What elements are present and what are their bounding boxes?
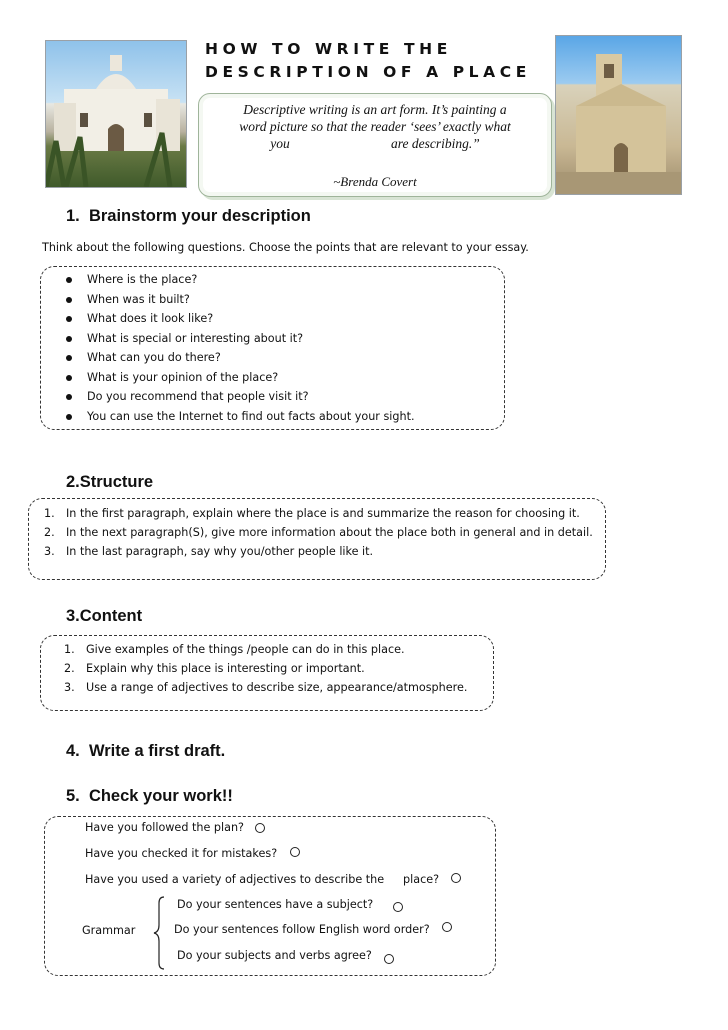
structure-list [44, 504, 604, 561]
check-adjectives: Have you used a variety of adjectives to describe the [85, 873, 385, 886]
bullet-icon [66, 277, 72, 283]
list-item: 1. In the first paragraph, explain where the place is and summarize the reason for choosing it. [44, 507, 580, 520]
grammar-subject: Do your sentences have a subject? [177, 898, 374, 911]
draft-heading: 4. Write a first draft. [66, 742, 226, 760]
list-item: 2. Explain why this place is interesting or important. [64, 662, 365, 675]
bullet-icon [66, 375, 72, 381]
brace-icon [152, 895, 168, 971]
list-item: 3. In the last paragraph, say why you/other people like it. [44, 545, 374, 558]
list-item: What is special or interesting about it? [42, 329, 502, 349]
brainstorm-heading: 1. Brainstorm your description [66, 207, 311, 225]
bullet-icon [66, 336, 72, 342]
bullet-icon [66, 414, 72, 420]
list-item: 2. In the next paragraph(S), give more information about the place both in general and in detail. [44, 526, 593, 539]
content-list [64, 640, 484, 697]
list-item: What is your opinion of the place? [42, 368, 502, 388]
checkbox-circle-icon[interactable] [290, 847, 300, 857]
list-item: Where is the place? [42, 270, 502, 290]
page-title: HOW TO WRITE THE DESCRIPTION OF A PLACE [205, 40, 531, 81]
grammar-agreement: Do your subjects and verbs agree? [177, 949, 372, 962]
brainstorm-intro: Think about the following questions. Choose the points that are relevant to your essay. [42, 241, 529, 254]
checkbox-circle-icon[interactable] [451, 873, 461, 883]
structure-heading: 2.Structure [66, 473, 154, 491]
bullet-icon [66, 297, 72, 303]
check-heading: 5. Check your work!! [66, 787, 233, 805]
quote-text: Descriptive writing is an art form. It’s painting a word picture so that the reader ‘sees’ exactly what you are describing.” [239, 102, 511, 151]
checkbox-circle-icon[interactable] [442, 922, 452, 932]
check-mistakes: Have you checked it for mistakes? [85, 847, 278, 860]
list-item: 1. Give examples of the things /people can do in this place. [64, 643, 405, 656]
check-adjectives-place: place? [403, 873, 440, 886]
content-heading: 3.Content [66, 607, 143, 625]
brainstorm-list [42, 270, 502, 426]
list-item: What does it look like? [42, 309, 502, 329]
bullet-icon [66, 394, 72, 400]
church-photo-left [45, 40, 187, 188]
list-item: When was it built? [42, 290, 502, 310]
checkbox-circle-icon[interactable] [255, 823, 265, 833]
bullet-icon [66, 316, 72, 322]
church-photo-right [555, 35, 682, 195]
list-item: Do you recommend that people visit it? [42, 387, 502, 407]
list-item: You can use the Internet to find out facts about your sight. [42, 407, 502, 427]
list-item: What can you do there? [42, 348, 502, 368]
bullet-icon [66, 355, 72, 361]
grammar-word-order: Do your sentences follow English word order? [174, 923, 430, 936]
checkbox-circle-icon[interactable] [393, 902, 403, 912]
grammar-label: Grammar [82, 924, 136, 937]
checkbox-circle-icon[interactable] [384, 954, 394, 964]
quote-author: ~Brenda Covert [333, 174, 417, 189]
check-followed-plan: Have you followed the plan? [85, 821, 244, 834]
list-item: 3. Use a range of adjectives to describe size, appearance/atmosphere. [64, 681, 468, 694]
